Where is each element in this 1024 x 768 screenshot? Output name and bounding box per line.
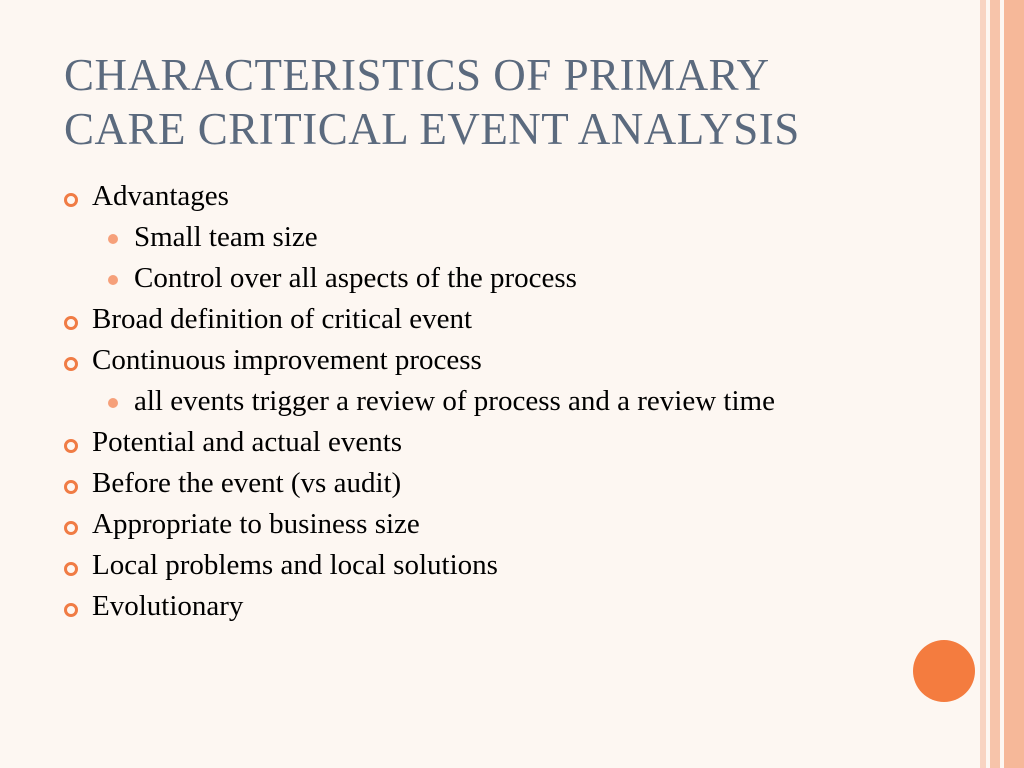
- orange-circle-icon: [913, 640, 975, 702]
- ring-bullet-icon: [64, 439, 78, 453]
- list-item: [64, 221, 944, 254]
- list-item: [64, 262, 944, 295]
- list-item: [64, 180, 944, 213]
- list-item-text: Advantages: [92, 180, 229, 212]
- dot-bullet-icon: [108, 234, 118, 244]
- ring-bullet-icon: [64, 521, 78, 535]
- slide-title: [64, 48, 964, 156]
- list-item-text: Broad definition of critical event: [92, 303, 473, 335]
- list-item-text: all events trigger a review of process and a review time: [134, 385, 775, 417]
- title-line-2: CARE CRITICAL EVENT ANALYSIS: [64, 104, 800, 154]
- ring-bullet-icon: [64, 603, 78, 617]
- list-item-text: Control over all aspects of the process: [134, 262, 577, 294]
- list-item-text: Continuous improvement process: [92, 344, 482, 376]
- dot-bullet-icon: [108, 398, 118, 408]
- list-item: [64, 549, 944, 582]
- list-item-text: Appropriate to business size: [92, 508, 420, 540]
- list-item-text: Potential and actual events: [92, 426, 403, 458]
- list-item: [64, 467, 944, 500]
- list-item: [64, 385, 944, 418]
- ring-bullet-icon: [64, 357, 78, 371]
- dot-bullet-icon: [108, 275, 118, 285]
- bullet-list: [64, 180, 944, 631]
- list-item-text: Evolutionary: [92, 590, 244, 622]
- list-item-text: Small team size: [134, 221, 318, 253]
- list-item: [64, 303, 944, 336]
- list-item: [64, 590, 944, 623]
- decorative-stripe: [1004, 0, 1024, 768]
- list-item: [64, 426, 944, 459]
- list-item: [64, 508, 944, 541]
- ring-bullet-icon: [64, 480, 78, 494]
- list-item-text: Local problems and local solutions: [92, 549, 498, 581]
- ring-bullet-icon: [64, 316, 78, 330]
- title-line-1: CHARACTERISTICS OF PRIMARY: [64, 50, 770, 100]
- ring-bullet-icon: [64, 193, 78, 207]
- list-item-text: Before the event (vs audit): [92, 467, 402, 499]
- decorative-stripe: [990, 0, 1000, 768]
- ring-bullet-icon: [64, 562, 78, 576]
- list-item: [64, 344, 944, 377]
